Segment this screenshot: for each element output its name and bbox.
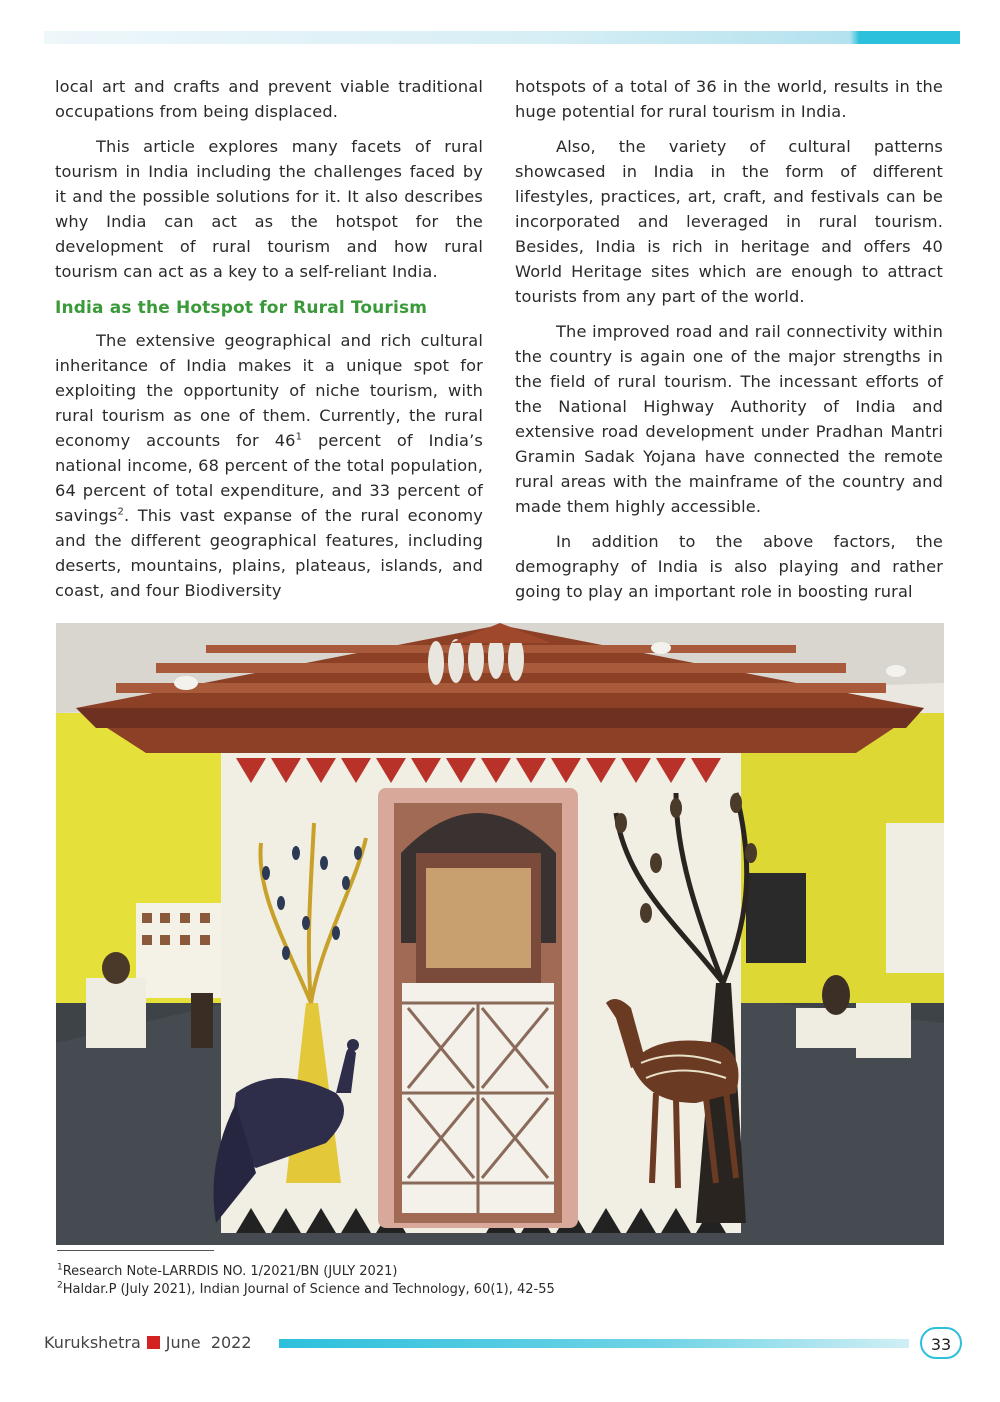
- paragraph-text: percent of India’s national income, 68 percent of the total population, 64 percent of total expenditure, and 33 percent of savings: [55, 431, 483, 525]
- paragraph-text: . This vast expanse of the rural economy and the different geographical features, including deserts, mountains, plains, plateaus, islands, and coast, and four Biodiversity: [55, 506, 483, 600]
- paragraph: In addition to the above factors, the demography of India is also playing and rather going to play an important role in boosting rural: [515, 532, 943, 601]
- paragraph: The improved road and rail connectivity within the country is again one of the major strengths in the field of rural tourism. The incessant efforts of the National Highway Authority of India and extensive road development under Pradhan Mantri Gramin Sadak Yojana have connected the remote rural areas with the mainframe of the country and made them highly accessible.: [515, 322, 943, 516]
- top-decorative-bar: [44, 31, 960, 44]
- paragraph: hotspots of a total of 36 in the world, results in the huge potential for rural tourism in India.: [515, 77, 943, 121]
- footer-publication: [44, 1333, 252, 1352]
- footnote-ref: 1: [295, 431, 303, 443]
- right-column: [515, 74, 943, 604]
- magazine-name: Kurukshetra: [44, 1333, 141, 1352]
- footnote-mark: 1: [57, 1262, 63, 1273]
- left-column: [55, 74, 483, 603]
- footer-decorative-bar: [279, 1339, 909, 1348]
- footnote-divider: [57, 1250, 214, 1251]
- footnotes: [57, 1250, 657, 1299]
- paragraph: [55, 328, 483, 603]
- paragraph: This article explores many facets of rural tourism in India including the challenges faced by it and the possible solutions for it. It also describes why India can act as the hotspot for the development of rural tourism and how rural tourism can act as a key to a self-reliant India.: [55, 137, 483, 281]
- footnote: [57, 1263, 657, 1281]
- footnote-text: Research Note-LARRDIS NO. 1/2021/BN (JULY 2021): [62, 1264, 398, 1279]
- hut-photograph: [56, 623, 944, 1245]
- paragraph: Also, the variety of cultural patterns showcased in India in the form of different lifestyles, practices, art, craft, and festivals can be incorporated and leveraged in rural tourism. Besides, India is rich in heritage and offers 40 World Heritage sites which are enough to attract tourists from any part of the world.: [515, 137, 943, 306]
- paragraph-text: The extensive geographical and rich cultural inheritance of India makes it a unique spot for exploiting the opportunity of niche tourism, with rural tourism as one of them. Currently, the rural economy accounts for 46: [55, 331, 483, 450]
- page-footer: [44, 1331, 964, 1357]
- red-square-icon: [147, 1336, 160, 1349]
- footnote-text: Haldar.P (July 2021), Indian Journal of Science and Technology, 60(1), 42-55: [62, 1282, 555, 1297]
- section-heading: India as the Hotspot for Rural Tourism: [55, 298, 428, 318]
- footnote-mark: 2: [57, 1280, 63, 1291]
- footnote-ref: 2: [117, 506, 124, 518]
- paragraph: local art and crafts and prevent viable traditional occupations from being displaced.: [55, 77, 483, 121]
- footnote: [57, 1281, 657, 1299]
- page-number: 33: [920, 1327, 962, 1359]
- issue-date: June 2022: [165, 1333, 252, 1352]
